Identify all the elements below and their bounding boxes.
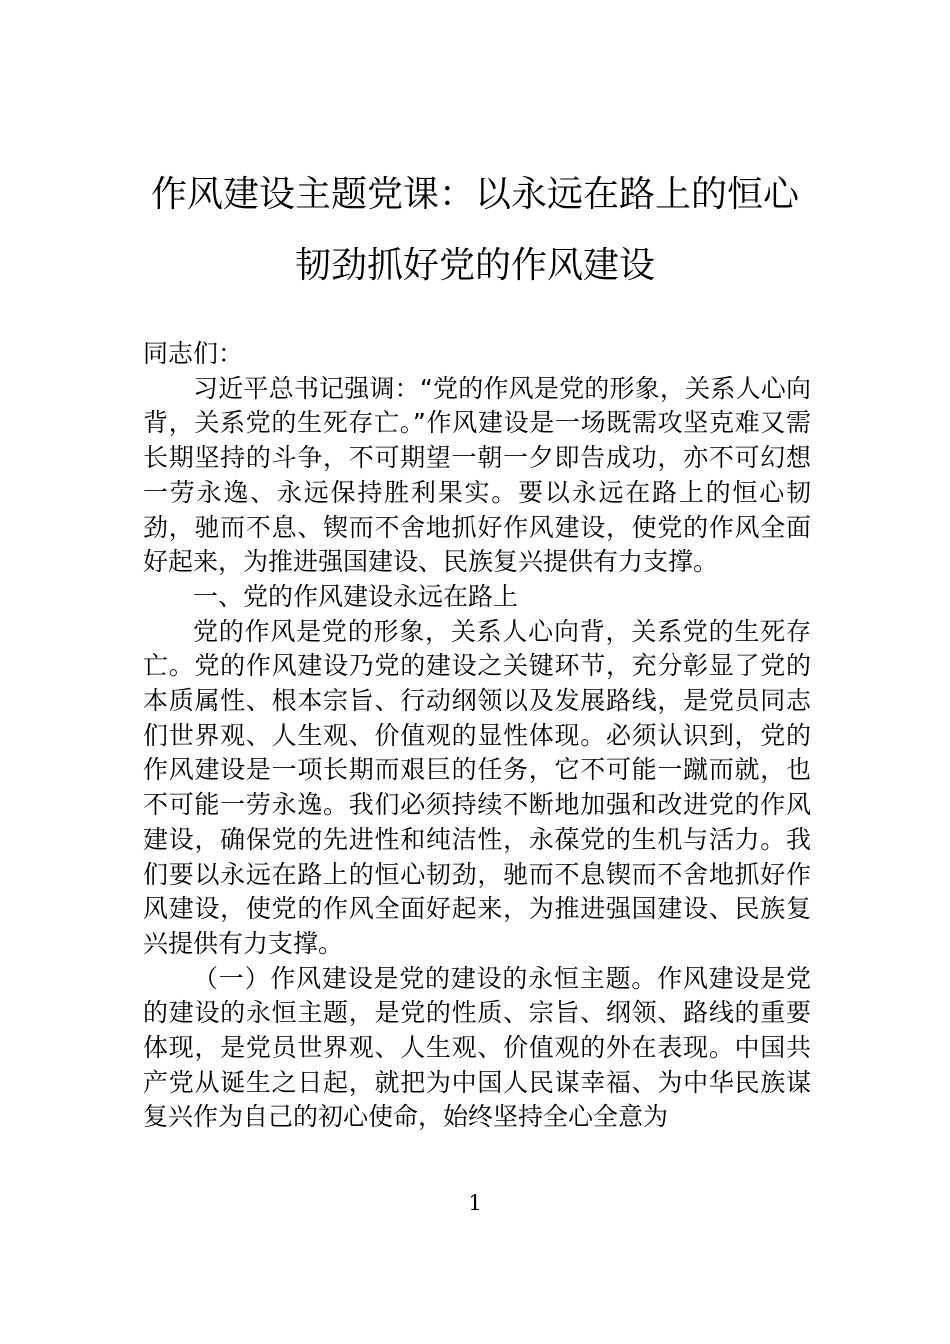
salutation: 同志们：: [143, 339, 244, 368]
document-title-line-1: 作风建设主题党课：以永远在路上的恒心: [150, 174, 799, 215]
document-title-line-2: 韧劲抓好党的作风建设: [294, 245, 655, 286]
paragraph-section-1: 党的作风是党的形象，关系人心向背，关系党的生死存亡。党的作风建设乃党的建设之关键环节，充分彰显了党的本质属性、根本宗旨、行动纲领以及发展路线，是党员同志们世界观、人生观、价值观的显性体现。必须认识到，党的作风建设是一项长期而艰巨的任务，它不可能一蹴而就，也不可能一劳永逸。我们必须持续不断地加强和改进党的作风建设，确保党的先进性和纯洁性，永葆党的生机与活力。我们要以永远在路上的恒心韧劲，驰而不息锲而不舍地抓好作风建设，使党的作风全面好起来，为推进强国建设、民族复兴提供有力支撑。: [143, 616, 811, 958]
section-heading-1: 一、党的作风建设永远在路上: [193, 581, 519, 611]
page-number: 1: [468, 1191, 482, 1215]
document-body: [143, 337, 811, 1135]
paragraph-intro: 习近平总书记强调：“党的作风是党的形象，关系人心向背，关系党的生死存亡。”作风建设是一场既需攻坚克难又需长期坚持的斗争，不可期望一朝一夕即告成功，亦不可幻想一劳永逸、永远保持胜利果实。要以永远在路上的恒心韧劲，驰而不息、锲而不舍地抓好作风建设，使党的作风全面好起来，为推进强国建设、民族复兴提供有力支撑。: [143, 373, 811, 577]
paragraph-subsection-1: （一）作风建设是党的建设的永恒主题。作风建设是党的建设的永恒主题，是党的性质、宗旨、纲领、路线的重要体现，是党员世界观、人生观、价值观的外在表现。中国共产党从诞生之日起，就把为中国人民谋幸福、为中华民族谋复兴作为自己的初心使命，始终坚持全心全意为: [143, 963, 811, 1132]
